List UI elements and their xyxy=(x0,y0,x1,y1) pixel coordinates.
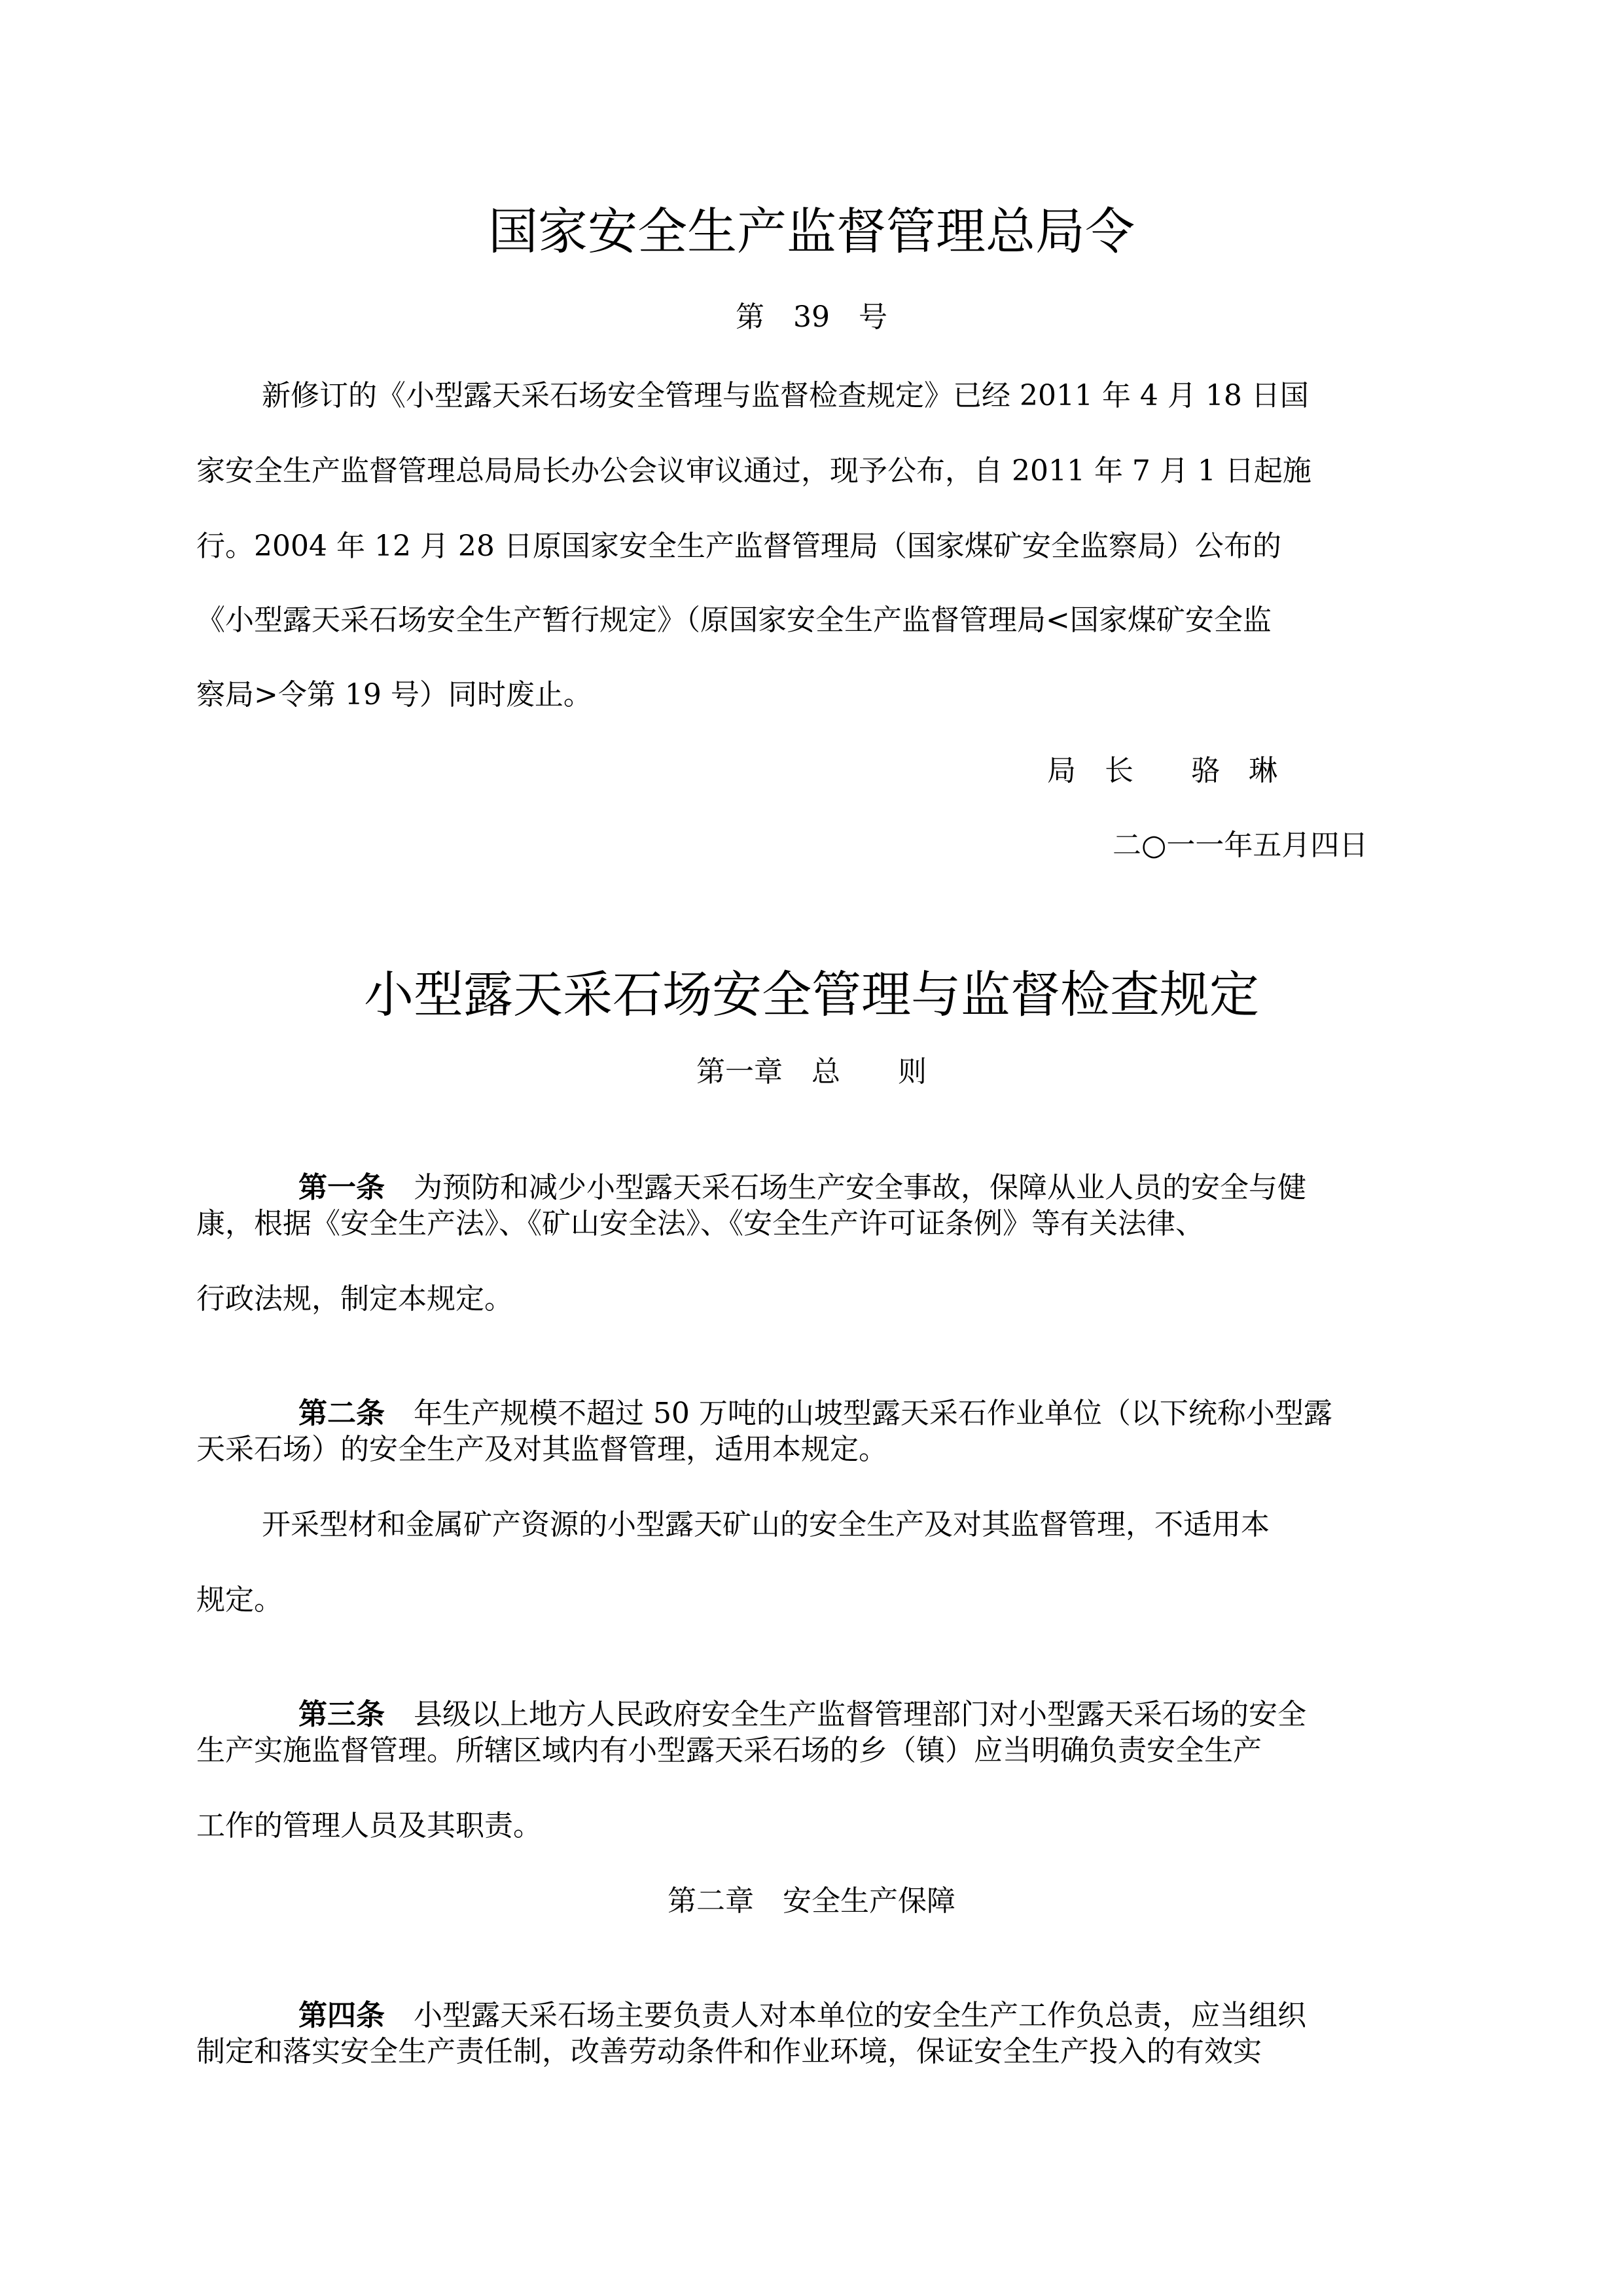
article1-label: 第一条 xyxy=(298,1171,385,1204)
article2-label: 第二条 xyxy=(298,1397,385,1430)
chapter2-heading: 第二章 安全生产保障 xyxy=(668,1884,955,1918)
regulation-title: 小型露天采石场安全管理与监督检查规定 xyxy=(364,965,1259,1024)
article4-text: 小型露天采石场主要负责人对本单位的安全生产工作负总责，应当组织 xyxy=(384,1999,1306,2032)
order-signatory: 局 长 骆 琳 xyxy=(1047,754,1277,787)
article1-line: 行政法规，制定本规定。 xyxy=(196,1282,513,1316)
article1-text: 为预防和减少小型露天采石场生产安全事故，保障从业人员的安全与健 xyxy=(384,1171,1306,1204)
order-date: 二○一一年五月四日 xyxy=(1113,829,1368,862)
article3-label: 第三条 xyxy=(298,1698,385,1731)
article2-text: 年生产规模不超过 50 万吨的山坡型露天采石作业单位（以下统称小型露 xyxy=(384,1397,1332,1430)
article2-para2-line: 开采型材和金属矿产资源的小型露天矿山的安全生产及对其监督管理，不适用本 xyxy=(262,1508,1270,1541)
article4-line: 制定和落实安全生产责任制，改善劳动条件和作业环境，保证安全生产投入的有效实 xyxy=(196,2035,1262,2068)
order-number: 第 39 号 xyxy=(736,300,887,334)
order-body-line: 家安全生产监督管理总局局长办公会议审议通过，现予公布，自 2011 年 7 月 1 日起施 xyxy=(196,454,1311,488)
article1-line: 康，根据《安全生产法》、《矿山安全法》、《安全生产许可证条例》等有关法律、 xyxy=(196,1207,1204,1240)
chapter1-heading: 第一章 总 则 xyxy=(696,1055,927,1088)
order-body-line: 《小型露天采石场安全生产暂行规定》（原国家安全生产监督管理局<国家煤矿安全监 xyxy=(196,603,1272,637)
article4-label: 第四条 xyxy=(298,1999,385,2032)
article2-line: 天采石场）的安全生产及对其监督管理，适用本规定。 xyxy=(196,1433,887,1466)
article2-para2-line: 规定。 xyxy=(196,1583,283,1617)
article3-line: 生产实施监督管理。所辖区域内有小型露天采石场的乡（镇）应当明确负责安全生产 xyxy=(196,1734,1262,1767)
article3-line: 工作的管理人员及其职责。 xyxy=(196,1809,542,1842)
article3-text: 县级以上地方人民政府安全生产监督管理部门对小型露天采石场的安全 xyxy=(384,1698,1306,1731)
order-body-line: 行。2004 年 12 月 28 日原国家安全生产监督管理局（国家煤矿安全监察局）公布的 xyxy=(196,529,1281,563)
order-title: 国家安全生产监督管理总局令 xyxy=(488,202,1135,260)
order-body-line: 察局>令第 19 号）同时废止。 xyxy=(196,678,592,711)
order-body-line: 新修订的《小型露天采石场安全管理与监督检查规定》已经 2011 年 4 月 18 日国 xyxy=(262,379,1309,412)
